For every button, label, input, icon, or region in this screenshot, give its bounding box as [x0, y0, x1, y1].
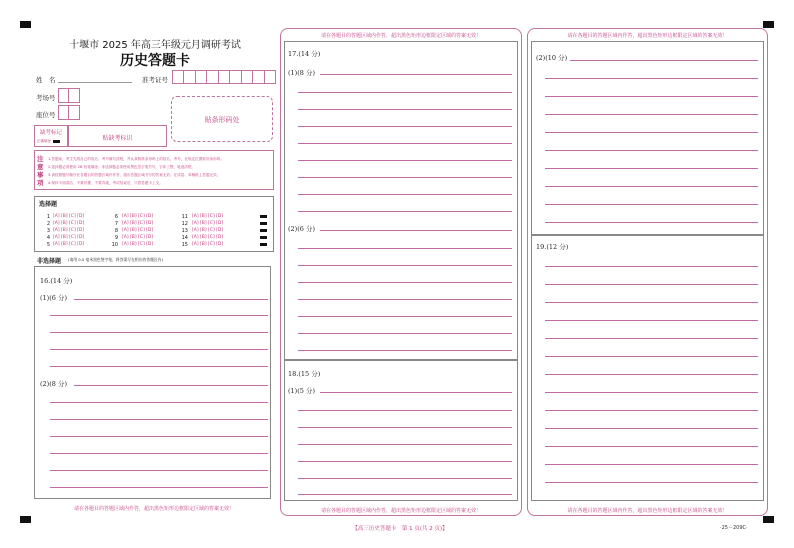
answer-line	[545, 168, 758, 169]
q19-answer-box[interactable]	[531, 235, 764, 501]
answer-line	[545, 96, 758, 97]
choice-options[interactable]: [A] [B] [C] [D]	[53, 221, 85, 226]
page-footer: 【高三历史答题卡 第 1 页(共 2 页)】	[352, 526, 448, 532]
question-number: 15	[181, 242, 188, 248]
exam-number-label: 准考证号	[142, 76, 168, 84]
answer-line	[545, 374, 758, 375]
q17-title: 17.(14 分)	[288, 50, 321, 58]
choice-options[interactable]: [A] [B] [C] [D]	[192, 242, 224, 247]
answer-line	[298, 160, 512, 161]
missing-sub: 正确填涂	[37, 139, 51, 143]
answer-line	[545, 482, 758, 483]
exam-number-grid[interactable]	[172, 70, 276, 84]
choice-options[interactable]: [A] [B] [C] [D]	[122, 235, 154, 240]
missing-exam-box	[34, 125, 68, 147]
question-number: 10	[111, 242, 118, 248]
registration-mark	[763, 516, 774, 523]
choice-options[interactable]: [A] [B] [C] [D]	[192, 221, 224, 226]
question-number: 3	[46, 228, 50, 234]
answer-line	[298, 126, 512, 127]
answer-line	[545, 132, 758, 133]
note-item: 4.保持卡面清洁，不要折叠、不要弄破，考试结束后，只将答题卡上交。	[48, 181, 163, 185]
answer-line	[545, 186, 758, 187]
notes-box	[34, 150, 274, 190]
boundary-notice: 请在各题目的答题区域内作答，超出黑色矩形边框限定区域的答案无效！	[320, 508, 481, 514]
answer-line	[50, 349, 268, 350]
boundary-notice: 请在各题目的答题区域内作答，超出黑色矩形边框限定区域的答案无效！	[320, 33, 481, 39]
answer-line	[545, 320, 758, 321]
q19-title: 19.(12 分)	[536, 243, 569, 251]
answer-line	[298, 333, 512, 334]
q18-part2: (2)(10 分)	[536, 54, 568, 62]
registration-mark	[20, 21, 31, 28]
timing-mark	[260, 215, 267, 218]
q18-continued-box[interactable]	[531, 41, 764, 235]
answer-line	[298, 143, 512, 144]
answer-line	[298, 461, 512, 462]
answer-line	[320, 230, 512, 231]
q18-part1: (1)(5 分)	[288, 387, 315, 395]
answer-line	[545, 392, 758, 393]
answer-line	[320, 74, 512, 75]
answer-line	[50, 402, 268, 403]
answer-line	[298, 350, 512, 351]
barcode-label: 贴条形码处	[204, 116, 240, 124]
question-number: 1	[46, 214, 50, 220]
timing-mark	[260, 222, 267, 225]
answer-line	[74, 299, 268, 300]
answer-line	[545, 150, 758, 151]
answer-line	[545, 284, 758, 285]
registration-mark	[763, 21, 774, 28]
choice-options[interactable]: [A] [B] [C] [D]	[53, 235, 85, 240]
answer-line	[545, 302, 758, 303]
answer-line	[545, 78, 758, 79]
card-title: 历史答题卡	[120, 53, 190, 69]
answer-line	[298, 316, 512, 317]
note-item: 3.请按照题号顺序在各题目的答题区域内作答，超出答题区域书写的答案无效；在试卷、草稿纸上答题无效。	[48, 173, 221, 177]
question-number: 11	[181, 214, 188, 220]
answer-line	[50, 487, 268, 488]
note-item: 1.答题前，考生先将自己的姓名、考号填写清楚，并认真核准条形码上的姓名、考号，在规定位置贴好条形码。	[48, 157, 224, 161]
answer-line	[545, 222, 758, 223]
answer-line	[545, 266, 758, 267]
answer-line	[298, 248, 512, 249]
answer-line	[50, 453, 268, 454]
choice-options[interactable]: [A] [B] [C] [D]	[122, 221, 154, 226]
sticker-label: 贴缺考标识	[102, 135, 133, 142]
choice-options[interactable]: [A] [B] [C] [D]	[53, 228, 85, 233]
question-number: 7	[114, 221, 118, 227]
question-number: 9	[114, 235, 118, 241]
exam-title: 十堰市 2025 年高三年级元月调研考试	[69, 40, 241, 51]
q16-part1: (1)(6 分)	[40, 294, 67, 302]
question-number: 13	[181, 228, 188, 234]
registration-mark	[20, 516, 31, 523]
answer-line	[50, 315, 268, 316]
answer-line	[298, 109, 512, 110]
answer-line	[298, 282, 512, 283]
nonchoice-note: (请用 0.5 毫米黑色签字笔，将答案写在相应的答题区内)	[68, 257, 163, 262]
answer-line	[545, 356, 758, 357]
q16-answer-box[interactable]	[34, 266, 271, 499]
question-number: 14	[181, 235, 188, 241]
choice-options[interactable]: [A] [B] [C] [D]	[192, 228, 224, 233]
answer-line	[298, 92, 512, 93]
missing-sticker-area[interactable]	[68, 125, 167, 147]
seat-field[interactable]	[58, 105, 80, 120]
answer-line	[298, 494, 512, 495]
name-label: 姓 名	[36, 76, 56, 84]
answer-line	[74, 385, 268, 386]
question-number: 5	[46, 242, 50, 248]
q16-title: 16.(14 分)	[40, 277, 73, 285]
form-code: ·25－209C·	[720, 525, 748, 531]
choice-options[interactable]: [A] [B] [C] [D]	[122, 242, 154, 247]
answer-line	[298, 410, 512, 411]
answer-line	[298, 177, 512, 178]
answer-line	[570, 60, 758, 61]
question-number: 12	[181, 221, 188, 227]
question-number: 6	[114, 214, 118, 220]
choice-options[interactable]: [A] [B] [C] [D]	[53, 242, 85, 247]
answer-line	[545, 446, 758, 447]
missing-label: 缺考标记	[39, 130, 62, 136]
choice-heading: 选择题	[39, 201, 58, 208]
answer-line	[298, 444, 512, 445]
q16-part2: (2)(8 分)	[40, 380, 67, 388]
name-field[interactable]	[58, 82, 132, 83]
choice-options[interactable]: [A] [B] [C] [D]	[122, 228, 154, 233]
timing-mark	[260, 229, 267, 232]
answer-line	[298, 265, 512, 266]
q17-part1: (1)(8 分)	[288, 69, 315, 77]
choice-options[interactable]: [A] [B] [C] [D]	[53, 214, 85, 219]
answer-line	[50, 366, 268, 367]
answer-line	[545, 114, 758, 115]
seat-label: 座位号	[36, 111, 56, 119]
q17-part2: (2)(6 分)	[288, 225, 315, 233]
choice-options[interactable]: [A] [B] [C] [D]	[122, 214, 154, 219]
question-number: 8	[114, 228, 118, 234]
answer-line	[298, 478, 512, 479]
answer-line	[50, 470, 268, 471]
answer-line	[298, 427, 512, 428]
answer-line	[545, 410, 758, 411]
barcode-area	[171, 96, 273, 142]
answer-line	[298, 211, 512, 212]
note-item: 2.选择题必须使用 2B 铅笔填涂；非选择题必须使用黑色签字笔书写，字体工整、笔迹清楚。	[48, 165, 196, 169]
boundary-notice: 请在各题目的答题区域内作答，超出黑色矩形边框限定区域的答案无效！	[73, 506, 234, 512]
answer-line	[545, 464, 758, 465]
answer-line	[545, 338, 758, 339]
room-label: 考场号	[36, 94, 56, 102]
answer-line	[298, 194, 512, 195]
q18-answer-box[interactable]	[284, 360, 518, 501]
answer-line	[320, 392, 512, 393]
answer-line	[545, 428, 758, 429]
choice-options[interactable]: [A] [B] [C] [D]	[192, 235, 224, 240]
answer-line	[50, 419, 268, 420]
timing-mark	[260, 236, 267, 239]
timing-mark	[260, 243, 267, 246]
q17-answer-box[interactable]	[284, 41, 518, 360]
boundary-notice: 请在各题目的答题区域内作答，超出黑色矩形边框限定区域的答案无效！	[567, 508, 728, 514]
choice-options[interactable]: [A] [B] [C] [D]	[192, 214, 224, 219]
room-field[interactable]	[58, 88, 80, 103]
boundary-notice: 请在各题目的答题区域内作答，超出黑色矩形边框限定区域的答案无效！	[567, 33, 728, 39]
answer-line	[50, 436, 268, 437]
answer-line	[545, 204, 758, 205]
notes-heading: 注意事项	[37, 155, 44, 187]
q18-title: 18.(15 分)	[288, 370, 321, 378]
question-number: 4	[46, 235, 50, 241]
filled-example-icon	[53, 140, 60, 143]
answer-line	[50, 332, 268, 333]
answer-line	[298, 299, 512, 300]
question-number: 2	[46, 221, 50, 227]
nonchoice-heading: 非选择题	[37, 258, 62, 265]
